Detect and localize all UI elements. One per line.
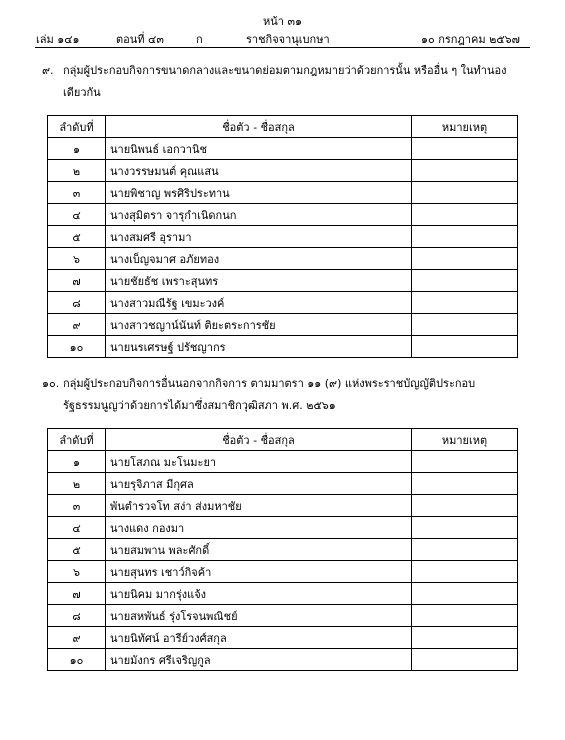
row-number: ๔ — [48, 204, 106, 226]
section-number: ๙. — [42, 64, 54, 77]
row-number: ๕ — [48, 226, 106, 248]
row-number: ๑๐ — [48, 649, 106, 671]
row-name: นางแดง กองมา — [106, 517, 412, 539]
table-row — [48, 138, 518, 160]
row-number: ๘ — [48, 605, 106, 627]
page-number: หน้า ๓๑ — [263, 15, 302, 28]
register-table — [47, 428, 518, 671]
section-heading — [42, 60, 532, 104]
row-number: ๒ — [48, 473, 106, 495]
row-remark — [412, 539, 518, 561]
row-name: นายนิทัศน์ อารีย์วงศ์สกุล — [106, 627, 412, 649]
row-remark — [412, 649, 518, 671]
table-row — [48, 473, 518, 495]
table-row — [48, 292, 518, 314]
section-number: ๑๐. — [42, 377, 60, 390]
row-number: ๙ — [48, 627, 106, 649]
row-remark — [412, 605, 518, 627]
row-name: นายนิพนธ์ เอกวานิช — [106, 138, 412, 160]
header-part: ก — [196, 33, 203, 46]
row-name: นางสุมิตรา จารุกำเนิดกนก — [106, 204, 412, 226]
row-number: ๒ — [48, 160, 106, 182]
table-row — [48, 539, 518, 561]
row-remark — [412, 138, 518, 160]
row-name: นายชัยธัช เพราะสุนทร — [106, 270, 412, 292]
row-number: ๑ — [48, 451, 106, 473]
table-row — [48, 627, 518, 649]
header-date: ๑๐ กรกฎาคม ๒๕๖๗ — [421, 33, 520, 46]
table-row — [48, 517, 518, 539]
row-name: พันตำรวจโท สง่า ส่งมหาชัย — [106, 495, 412, 517]
section-heading — [42, 373, 532, 417]
row-name: นายพิชาญ พรศิริประทาน — [106, 182, 412, 204]
table-row — [48, 226, 518, 248]
gazette-header — [36, 30, 530, 46]
section-title: กลุ่มผู้ประกอบกิจการขนาดกลางและขนาดย่อมตามกฎหมายว่าด้วยการนั้น หรืออื่น ๆ ในทำนองเดียวกัน — [63, 64, 507, 99]
row-name: นายสมพาน พละศักดิ์ — [106, 539, 412, 561]
table-row — [48, 160, 518, 182]
row-remark — [412, 627, 518, 649]
row-remark — [412, 517, 518, 539]
row-name: นายสหพันธ์ รุ่งโรจนพณิชย์ — [106, 605, 412, 627]
row-name: นายรุจิภาส มีกุศล — [106, 473, 412, 495]
table-row — [48, 204, 518, 226]
column-header-name: ชื่อตัว - ชื่อสกุล — [106, 116, 412, 138]
row-number: ๕ — [48, 539, 106, 561]
row-remark — [412, 204, 518, 226]
row-remark — [412, 473, 518, 495]
table-row — [48, 451, 518, 473]
row-name: นายนรเศรษฐ์ ปรัชญากร — [106, 336, 412, 358]
table-row — [48, 248, 518, 270]
row-remark — [412, 314, 518, 336]
table-row — [48, 270, 518, 292]
row-remark — [412, 583, 518, 605]
row-remark — [412, 292, 518, 314]
row-remark — [412, 561, 518, 583]
row-number: ๓ — [48, 182, 106, 204]
row-remark — [412, 226, 518, 248]
row-name: นายโสภณ มะโนมะยา — [106, 451, 412, 473]
row-number: ๖ — [48, 561, 106, 583]
row-name: นางสาวชญาน์นันท์ ติยะตระการชัย — [106, 314, 412, 336]
row-number: ๗ — [48, 270, 106, 292]
row-number: ๘ — [48, 292, 106, 314]
row-name: นายสุนทร เชาว์กิจค้า — [106, 561, 412, 583]
row-number: ๖ — [48, 248, 106, 270]
row-number: ๔ — [48, 517, 106, 539]
row-remark — [412, 336, 518, 358]
column-header-order: ลำดับที่ — [48, 116, 106, 138]
section-title: กลุ่มผู้ประกอบกิจการอื่นนอกจากกิจการ ตามมาตรา ๑๑ (๙) แห่งพระราชบัญญัติประกอบรัฐธรรมนูญว่าด้วยการได้มาซึ่งสมาชิกวุฒิสภา พ.ศ. ๒๕๖๑ — [63, 377, 476, 412]
header-section: ตอนที่ ๔๓ — [116, 33, 164, 46]
row-remark — [412, 182, 518, 204]
table-header-row — [48, 429, 518, 451]
row-name: นายมังกร ศรีเจริญกูล — [106, 649, 412, 671]
column-header-remarks: หมายเหตุ — [412, 429, 518, 451]
row-name: นางสาวมณีรัฐ เขมะวงค์ — [106, 292, 412, 314]
table-row — [48, 649, 518, 671]
column-header-order: ลำดับที่ — [48, 429, 106, 451]
header-divider — [35, 47, 530, 48]
row-remark — [412, 270, 518, 292]
row-remark — [412, 248, 518, 270]
row-remark — [412, 495, 518, 517]
header-publication: ราชกิจจานุเบกษา — [246, 33, 330, 46]
table-row — [48, 182, 518, 204]
row-number: ๓ — [48, 495, 106, 517]
row-number: ๗ — [48, 583, 106, 605]
row-name: นางสมศรี อุรามา — [106, 226, 412, 248]
header-volume: เล่ม ๑๔๑ — [36, 33, 80, 46]
table-header-row — [48, 116, 518, 138]
row-number: ๑๐ — [48, 336, 106, 358]
row-number: ๑ — [48, 138, 106, 160]
column-header-name: ชื่อตัว - ชื่อสกุล — [106, 429, 412, 451]
table-row — [48, 336, 518, 358]
column-header-remarks: หมายเหตุ — [412, 116, 518, 138]
row-name: นางวรรษมนต์ คุณแสน — [106, 160, 412, 182]
table-row — [48, 314, 518, 336]
register-table — [47, 115, 518, 358]
row-remark — [412, 451, 518, 473]
table-row — [48, 583, 518, 605]
row-number: ๙ — [48, 314, 106, 336]
row-name: นายนิคม มากรุ่งแจ้ง — [106, 583, 412, 605]
row-remark — [412, 160, 518, 182]
table-row — [48, 495, 518, 517]
table-row — [48, 561, 518, 583]
row-name: นางเบ็ญจมาศ อภัยทอง — [106, 248, 412, 270]
table-row — [48, 605, 518, 627]
